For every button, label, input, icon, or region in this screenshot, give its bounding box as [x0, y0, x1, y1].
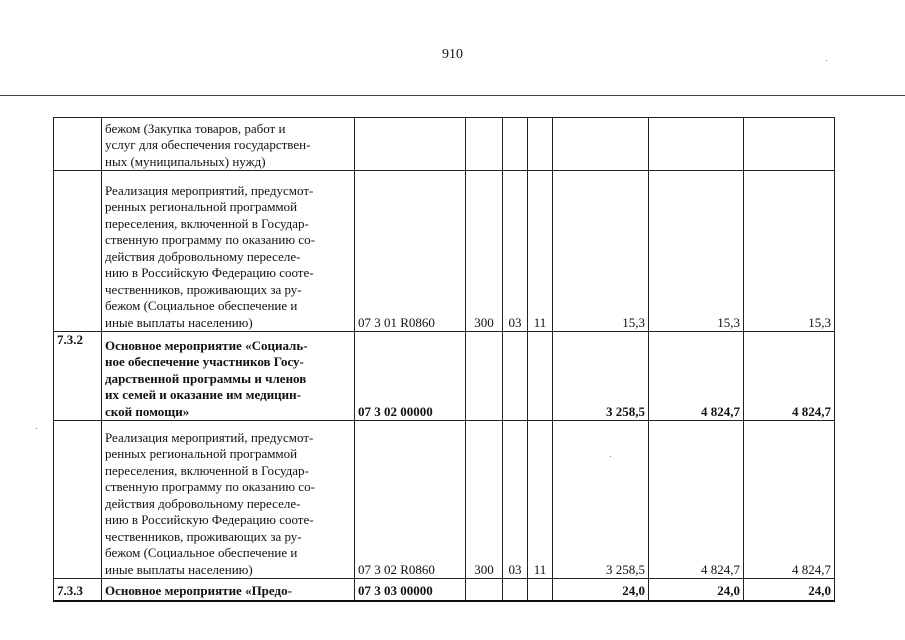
row-value-2: 24,0	[649, 579, 744, 601]
table-row	[54, 332, 835, 421]
row-subsection: 11	[528, 421, 553, 579]
budget-table	[53, 117, 835, 602]
row-section: 03	[503, 171, 528, 332]
page-number: 910	[442, 47, 463, 62]
row-value-1: 3 258,5	[553, 421, 649, 579]
row-section	[503, 118, 528, 171]
table-row	[54, 171, 835, 332]
table-row	[54, 579, 835, 601]
row-description: Основное мероприятие «Предо-	[102, 579, 355, 601]
row-description: бежом (Закупка товаров, работ и услуг для обеспечения государствен- ных (муниципальных) нужд)	[102, 118, 355, 171]
row-subsection	[528, 332, 553, 421]
row-description: Реализация мероприятий, предусмот- ренных региональной программой переселения, включенной в Государ- ственную программу по оказанию со- действия добровольному переселе- нию в Российскую Федерацию соотe- чественников, проживающих за ру- бежом (Социальное обеспечение и иные выплаты населению)	[102, 421, 355, 579]
row-subsection	[528, 579, 553, 601]
row-subsection: 11	[528, 171, 553, 332]
scan-speck	[36, 428, 37, 429]
scan-speck	[826, 60, 827, 61]
header-rule	[0, 95, 905, 96]
row-group: 300	[466, 171, 503, 332]
row-value-3: 24,0	[744, 579, 835, 601]
row-group	[466, 579, 503, 601]
row-value-3: 15,3	[744, 171, 835, 332]
row-value-1: 15,3	[553, 171, 649, 332]
row-code: 07 3 01 R0860	[355, 171, 466, 332]
row-value-1: 3 258,5	[553, 332, 649, 421]
row-number: 7.3.3	[54, 579, 102, 601]
row-value-3: 4 824,7	[744, 332, 835, 421]
row-number	[54, 118, 102, 171]
row-subsection	[528, 118, 553, 171]
row-group	[466, 332, 503, 421]
row-description: Реализация мероприятий, предусмот- ренных региональной программой переселения, включенной в Государ- ственную программу по оказанию со- действия добровольному переселе- нию в Российскую Федерацию соотe- чественников, проживающих за ру- бежом (Социальное обеспечение и иные выплаты населению)	[102, 171, 355, 332]
row-description: Основное мероприятие «Социаль- ное обеспечение участников Госу- дарственной программы и членов их семей и оказание им медицин- ской помощи»	[102, 332, 355, 421]
row-value-1	[553, 118, 649, 171]
row-code: 07 3 02 R0860	[355, 421, 466, 579]
row-value-2: 4 824,7	[649, 332, 744, 421]
row-value-2: 15,3	[649, 171, 744, 332]
table-row	[54, 421, 835, 579]
row-code: 07 3 02 00000	[355, 332, 466, 421]
row-section	[503, 332, 528, 421]
row-section: 03	[503, 421, 528, 579]
row-value-3: 4 824,7	[744, 421, 835, 579]
row-number: 7.3.2	[54, 332, 102, 421]
row-number	[54, 421, 102, 579]
row-number	[54, 171, 102, 332]
row-value-2: 4 824,7	[649, 421, 744, 579]
row-code	[355, 118, 466, 171]
row-group: 300	[466, 421, 503, 579]
row-value-1: 24,0	[553, 579, 649, 601]
row-group	[466, 118, 503, 171]
row-code: 07 3 03 00000	[355, 579, 466, 601]
row-section	[503, 579, 528, 601]
row-value-2	[649, 118, 744, 171]
table-row	[54, 118, 835, 171]
row-value-3	[744, 118, 835, 171]
